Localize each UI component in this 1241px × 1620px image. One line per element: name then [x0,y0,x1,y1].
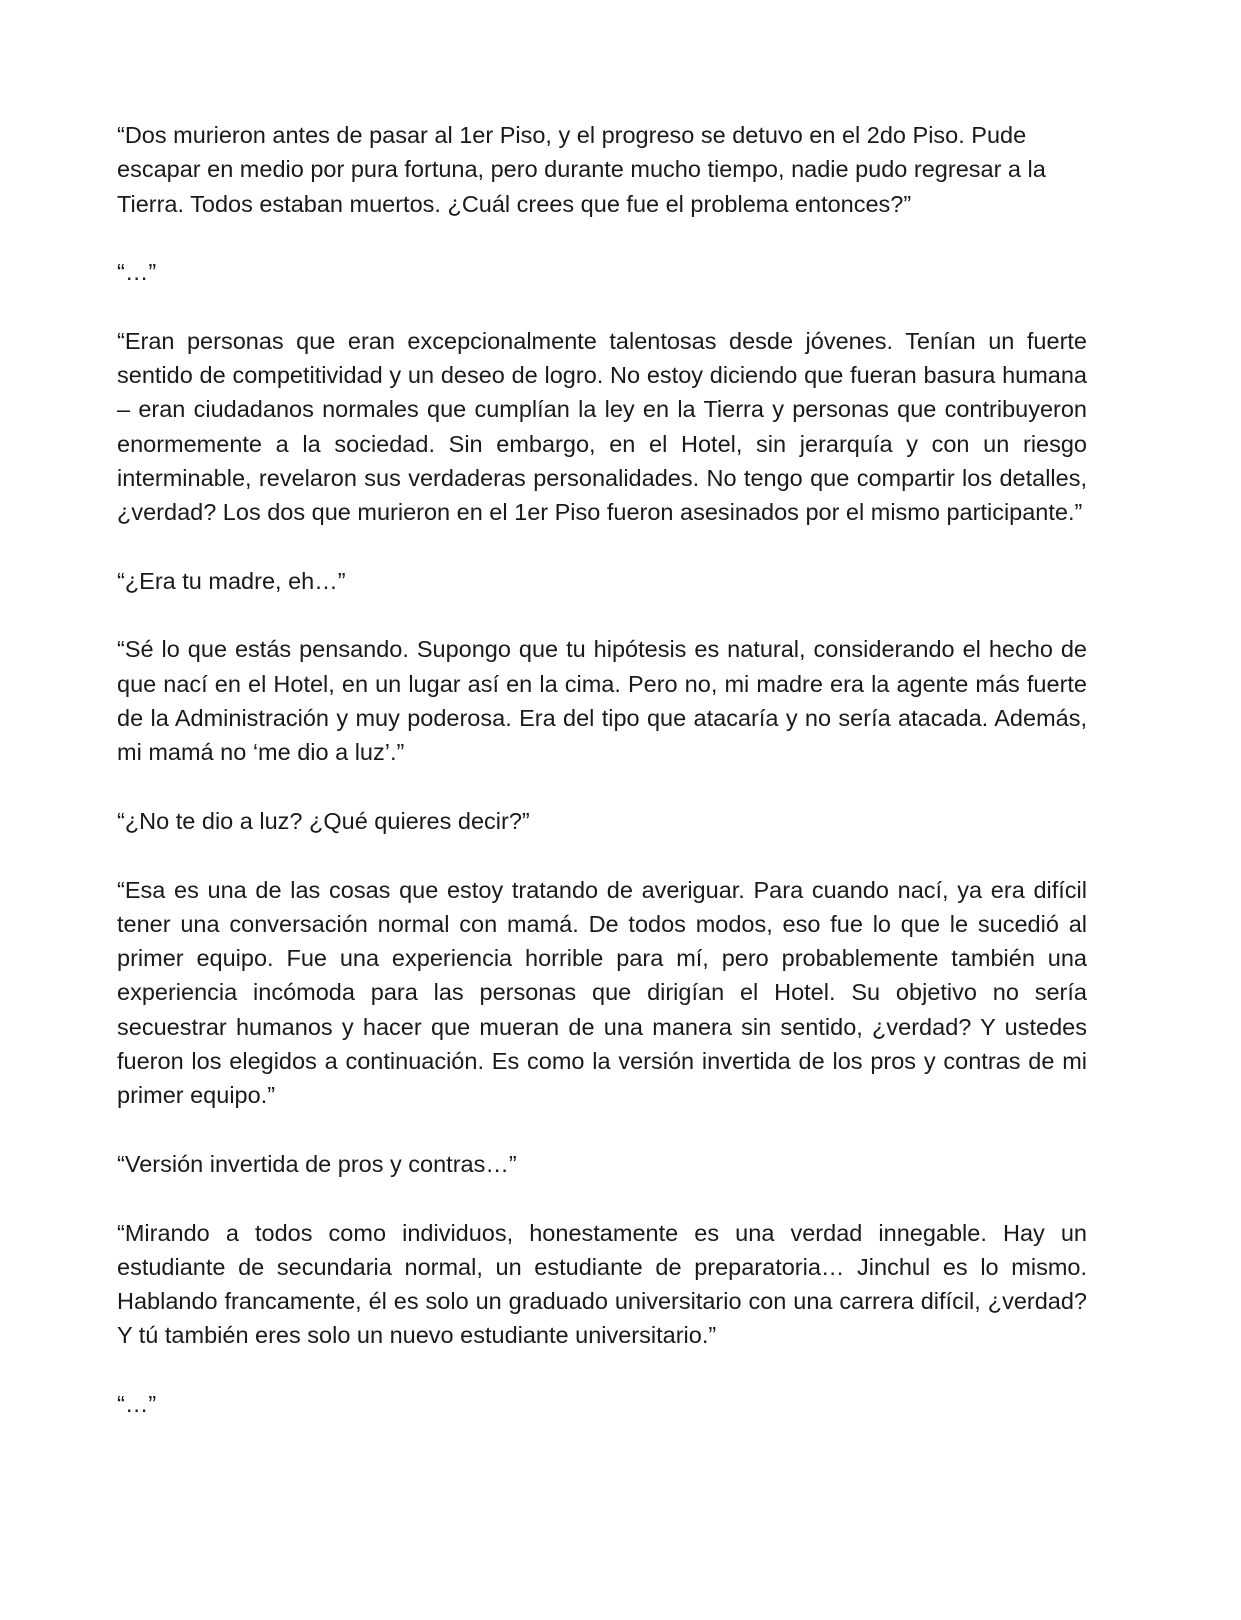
paragraph-3: “Eran personas que eran excepcionalmente talentosas desde jóvenes. Tenían un fuerte sentido de competitividad y un deseo de logro. No estoy diciendo que fueran basura humana – eran ciudadanos normales que cumplían la ley en la Tierra y personas que contribuyeron enormemente a la sociedad. Sin embargo, en el Hotel, sin jerarquía y con un riesgo interminable, revelaron sus verdaderas personalidades. No tengo que compartir los detalles, ¿verdad? Los dos que murieron en el 1er Piso fueron asesinados por el mismo participante.” [117,327,1087,526]
paragraph-4: “¿Era tu madre, eh…” [117,567,346,594]
paragraph-8: “Versión invertida de pros y contras…” [117,1150,517,1177]
paragraph-5: “Sé lo que estás pensando. Supongo que tu hipótesis es natural, considerando el hecho de que nací en el Hotel, en un lugar así en la cima. Pero no, mi madre era la agente más fuerte de la Administración y muy poderosa. Era del tipo que atacaría y no sería atacada. Además, mi mamá no ‘me dio a luz’.” [117,636,1087,766]
paragraph-9: “Mirando a todos como individuos, honestamente es una verdad innegable. Hay un estudiante de secundaria normal, un estudiante de preparatoria… Jinchul es lo mismo. Hablando francamente, él es solo un graduado universitario con una carrera difícil, ¿verdad? Y tú también eres solo un nuevo estudiante universitario.” [117,1219,1087,1349]
paragraph-10: “…” [117,1390,157,1417]
paragraph-6: “¿No te dio a luz? ¿Qué quieres decir?” [117,807,530,834]
paragraph-7: “Esa es una de las cosas que estoy tratando de averiguar. Para cuando nací, ya era difícil tener una conversación normal con mamá. De todos modos, eso fue lo que le sucedió al primer equipo. Fue una experiencia horrible para mí, pero probablemente también una experiencia incómoda para las personas que dirigían el Hotel. Su objetivo no sería secuestrar humanos y hacer que mueran de una manera sin sentido, ¿verdad? Y ustedes fueron los elegidos a continuación. Es como la versión invertida de los pros y contras de mi primer equipo.” [117,876,1087,1109]
paragraph-2: “…” [117,259,157,286]
document-body [117,118,1087,1456]
paragraph-1: “Dos murieron antes de pasar al 1er Piso, y el progreso se detuvo en el 2do Piso. Pude escapar en medio por pura fortuna, pero durante mucho tiempo, nadie pudo regresar a la Tierra. Todos estaban muertos. ¿Cuál crees que fue el problema entonces?” [117,122,1046,217]
